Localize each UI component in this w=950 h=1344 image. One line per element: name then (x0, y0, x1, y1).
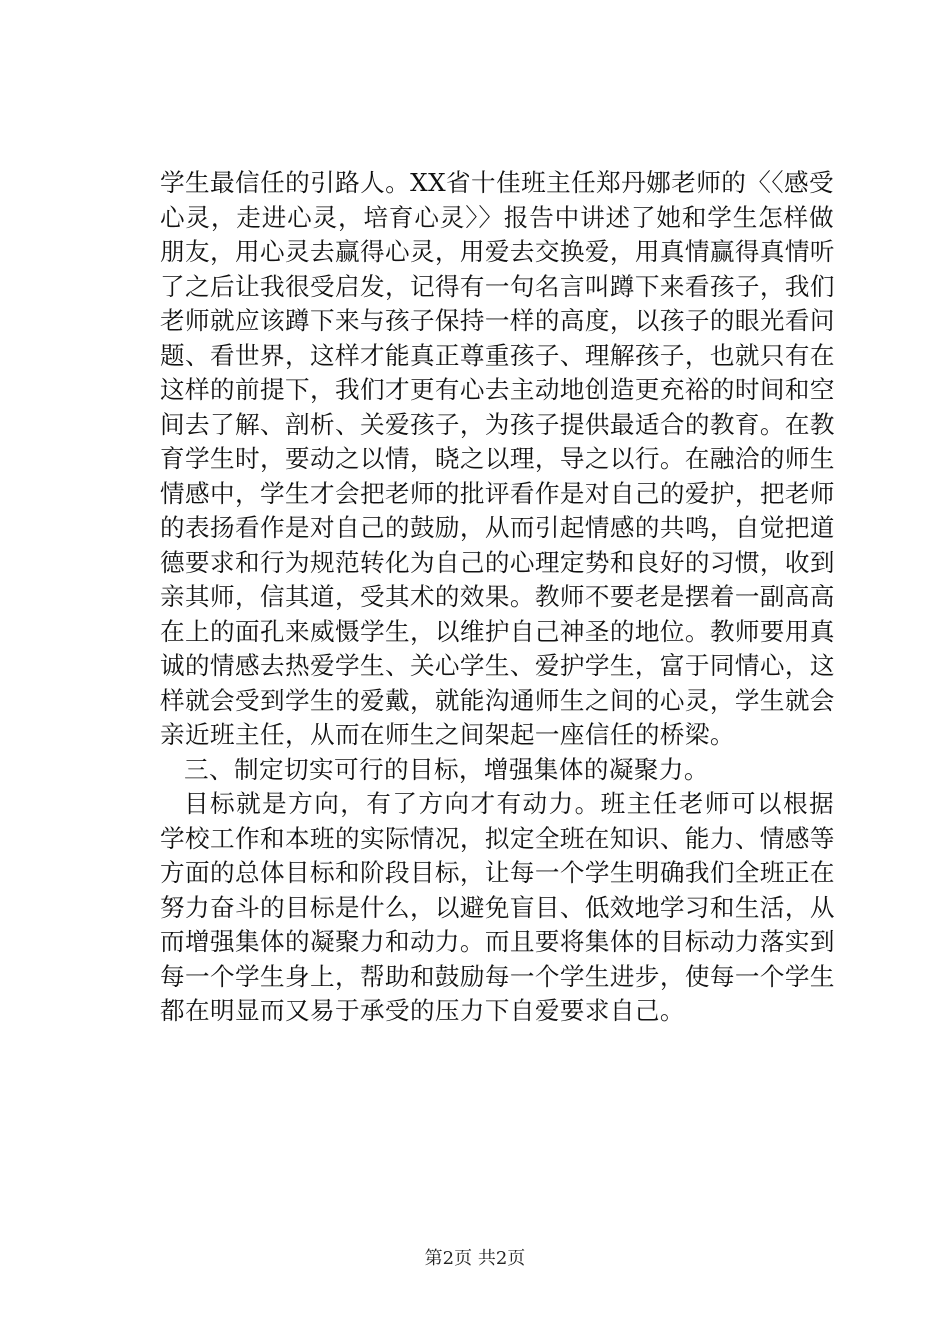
text-line: 方面的总体目标和阶段目标，让每一个学生明确我们全班正在 (160, 858, 835, 887)
text-line: 育学生时，要动之以情，晓之以理，导之以行。在融洽的师生 (160, 444, 835, 473)
document-body (160, 166, 834, 1029)
text-line: 老师就应该蹲下来与孩子保持一样的高度，以孩子的眼光看问 (160, 306, 835, 335)
text-line: 诚的情感去热爱学生、关心学生、爱护学生，富于同情心，这 (160, 651, 835, 680)
text-line: 了之后让我很受启发，记得有一句名言叫蹲下来看孩子，我们 (160, 271, 835, 301)
paragraph-1 (160, 166, 834, 753)
text-line: 样就会受到学生的爱戴，就能沟通师生之间的心灵，学生就会 (160, 685, 835, 715)
paragraph-2 (160, 787, 834, 1029)
text-line: 心灵，走进心灵，培育心灵〉〉报告中讲述了她和学生怎样做 (160, 202, 834, 232)
text-line: 朋友，用心灵去赢得心灵，用爱去交换爱，用真情赢得真情听 (160, 237, 835, 266)
text-line: 亲近班主任，从而在师生之间架起一座信任的桥梁。 (160, 720, 735, 749)
text-line: 而增强集体的凝聚力和动力。而且要将集体的目标动力落实到 (160, 927, 835, 956)
text-line: 这样的前提下，我们才更有心去主动地创造更充裕的时间和空 (160, 375, 835, 404)
text-line: 亲其师，信其道，受其术的效果。教师不要老是摆着一副高高 (160, 582, 835, 611)
text-line: 学校工作和本班的实际情况，拟定全班在知识、能力、情感等 (160, 823, 835, 853)
text-line: 题、看世界，这样才能真正尊重孩子、理解孩子，也就只有在 (160, 340, 835, 370)
text-line: 在上的面孔来威慑学生，以维护自己神圣的地位。教师要用真 (160, 616, 835, 646)
text-line: 目标就是方向，有了方向才有动力。班主任老师可以根据 (184, 789, 834, 818)
page-footer: 第2页 共2页 (424, 1248, 526, 1269)
text-line: 情感中，学生才会把老师的批评看作是对自己的爱护，把老师 (160, 478, 835, 508)
text-line: 都在明显而又易于承受的压力下自爱要求自己。 (160, 996, 685, 1025)
text-line: 德要求和行为规范转化为自己的心理定势和良好的习惯，收到 (160, 547, 835, 577)
text-line: 每一个学生身上，帮助和鼓励每一个学生进步，使每一个学生 (160, 961, 835, 991)
text-line: 努力奋斗的目标是什么，以避免盲目、低效地学习和生活，从 (160, 892, 835, 922)
section-heading: 三、制定切实可行的目标，增强集体的凝聚力。 (184, 754, 709, 784)
text-line: 的表扬看作是对自己的鼓励，从而引起情感的共鸣，自觉把道 (160, 513, 835, 542)
text-line: 间去了解、剖析、关爱孩子，为孩子提供最适合的教育。在教 (160, 409, 835, 439)
text-line: 学生最信任的引路人。XX省十佳班主任郑丹娜老师的〈〈感受 (160, 168, 834, 197)
